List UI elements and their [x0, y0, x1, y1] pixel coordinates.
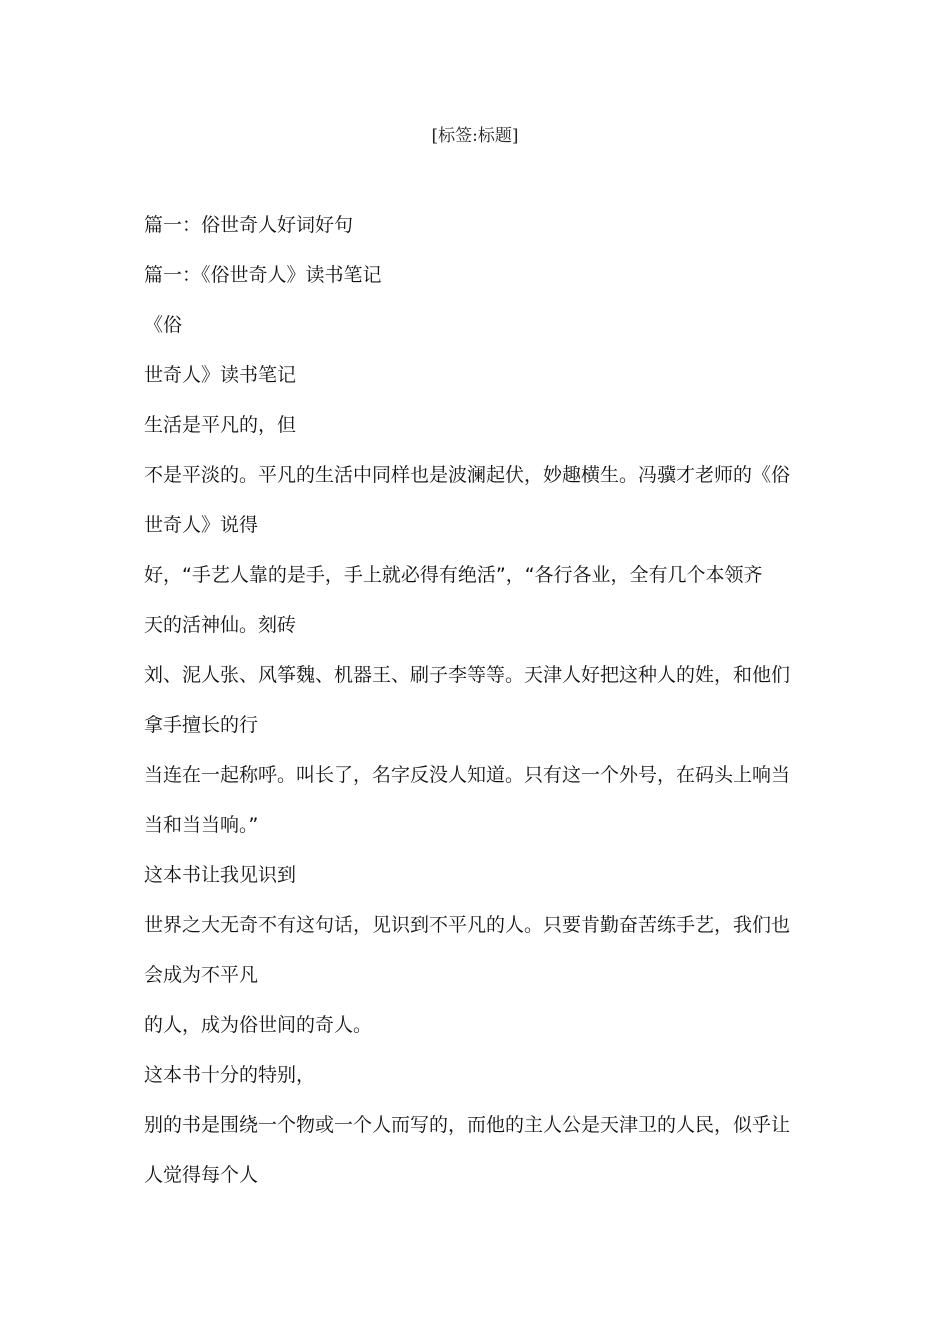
text-line: 不是平淡的。平凡的生活中同样也是波澜起伏，妙趣横生。冯骥才老师的《俗 — [144, 464, 791, 486]
text-line: 这本书十分的特别， — [144, 1064, 316, 1086]
text-line: 人觉得每个人 — [144, 1164, 259, 1186]
text-line: 刘、泥人张、风筝魏、机器王、刷子李等等。天津人好把这种人的姓，和他们 — [144, 664, 791, 686]
document-body — [144, 212, 804, 1212]
text-line: 《俗 — [144, 314, 183, 336]
document-title: [标签:标题] — [431, 126, 519, 146]
text-line: 世界之大无奇不有这句话，见识到不平凡的人。只要肯勤奋苦练手艺，我们也 — [144, 914, 791, 936]
text-line: 当和当当响。” — [144, 814, 259, 836]
text-line: 拿手擅长的行 — [144, 714, 259, 736]
text-line: 世奇人》说得 — [144, 514, 259, 536]
text-line: 的人，成为俗世间的奇人。 — [144, 1014, 373, 1036]
text-line: 好，“手艺人靠的是手，手上就必得有绝活”，“各行各业，全有几个本领齐 — [144, 564, 763, 586]
heading-line: 篇一：俗世奇人好词好句 — [144, 214, 354, 236]
text-line: 天的活神仙。刻砖 — [144, 614, 297, 636]
text-line: 世奇人》读书笔记 — [144, 364, 297, 386]
text-line: 会成为不平凡 — [144, 964, 259, 986]
text-line: 这本书让我见识到 — [144, 864, 297, 886]
text-line: 生活是平凡的，但 — [144, 414, 297, 436]
text-line: 当连在一起称呼。叫长了，名字反没人知道。只有这一个外号，在码头上响当 — [144, 764, 791, 786]
text-line: 别的书是围绕一个物或一个人而写的，而他的主人公是天津卫的人民，似乎让 — [144, 1114, 791, 1136]
subheading-line: 篇一：《俗世奇人》读书笔记 — [144, 264, 382, 286]
